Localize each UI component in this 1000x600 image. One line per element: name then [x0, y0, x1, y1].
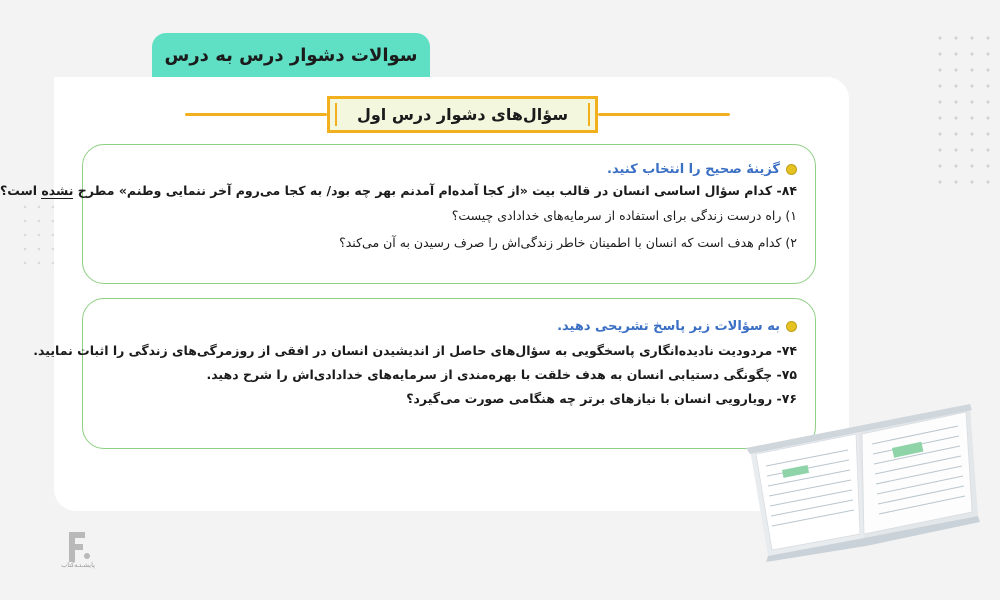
- instruction-text: به سؤالات زیر پاسخ تشریحی دهید.: [557, 319, 780, 334]
- brand-logo-text: پایشـتـه‌کتاب: [61, 561, 95, 569]
- question-number: ۸۴-: [776, 183, 797, 198]
- title-rule-left: [185, 113, 327, 116]
- question-underlined-word: نشده: [41, 183, 74, 198]
- bullet-icon: [786, 321, 797, 332]
- section-title: [327, 96, 598, 133]
- dot-pattern-right: [932, 30, 992, 190]
- question-84: [0, 183, 797, 198]
- bullet-icon: [786, 164, 797, 175]
- header-tab: [152, 33, 430, 77]
- title-rule-right: [598, 113, 730, 116]
- open-book-illustration: [742, 388, 980, 563]
- question-75: ۷۵- چگونگی دستیابی انسان به هدف خلقت با بهره‌مندی از سرمایه‌های خدادادی‌اش را شرح دهید.: [206, 367, 797, 382]
- option-1: ۱) راه درست زندگی برای استفاده از سرمایه‌های خدادادی چیست؟: [451, 208, 797, 223]
- instruction-row: [93, 319, 797, 334]
- option-2: ۲) کدام هدف است که انسان با اطمینان خاطر زندگی‌اش را صرف رسیدن به آن می‌کند؟: [339, 235, 797, 250]
- question-76: ۷۶- رویارویی انسان با نیازهای برتر چه هنگامی صورت می‌گیرد؟: [406, 391, 797, 406]
- multiple-choice-box: [0, 144, 816, 284]
- header-tab-title: سوالات دشوار درس به درس: [164, 44, 418, 66]
- question-text: کدام سؤال اساسی انسان در قالب بیت «از کجا آمده‌ام آمدنم بهر چه بود/ به کجا می‌روم آخر ننمایی وطنم» مطرح: [77, 183, 773, 198]
- question-text-end: است؟: [0, 183, 38, 198]
- question-74: ۷۴- مردودیت نادیده‌انگاری پاسخگویی به سؤال‌های حاصل از اندیشیدن انسان در افقی از روزمرگی‌های زندگی را اثبات نمایید.: [33, 343, 797, 358]
- instruction-text: گزینهٔ صحیح را انتخاب کنید.: [607, 162, 780, 177]
- instruction-row: [93, 162, 797, 177]
- descriptive-questions-box: [33, 298, 816, 449]
- section-title-text: سؤال‌های دشوار درس اول: [356, 105, 569, 124]
